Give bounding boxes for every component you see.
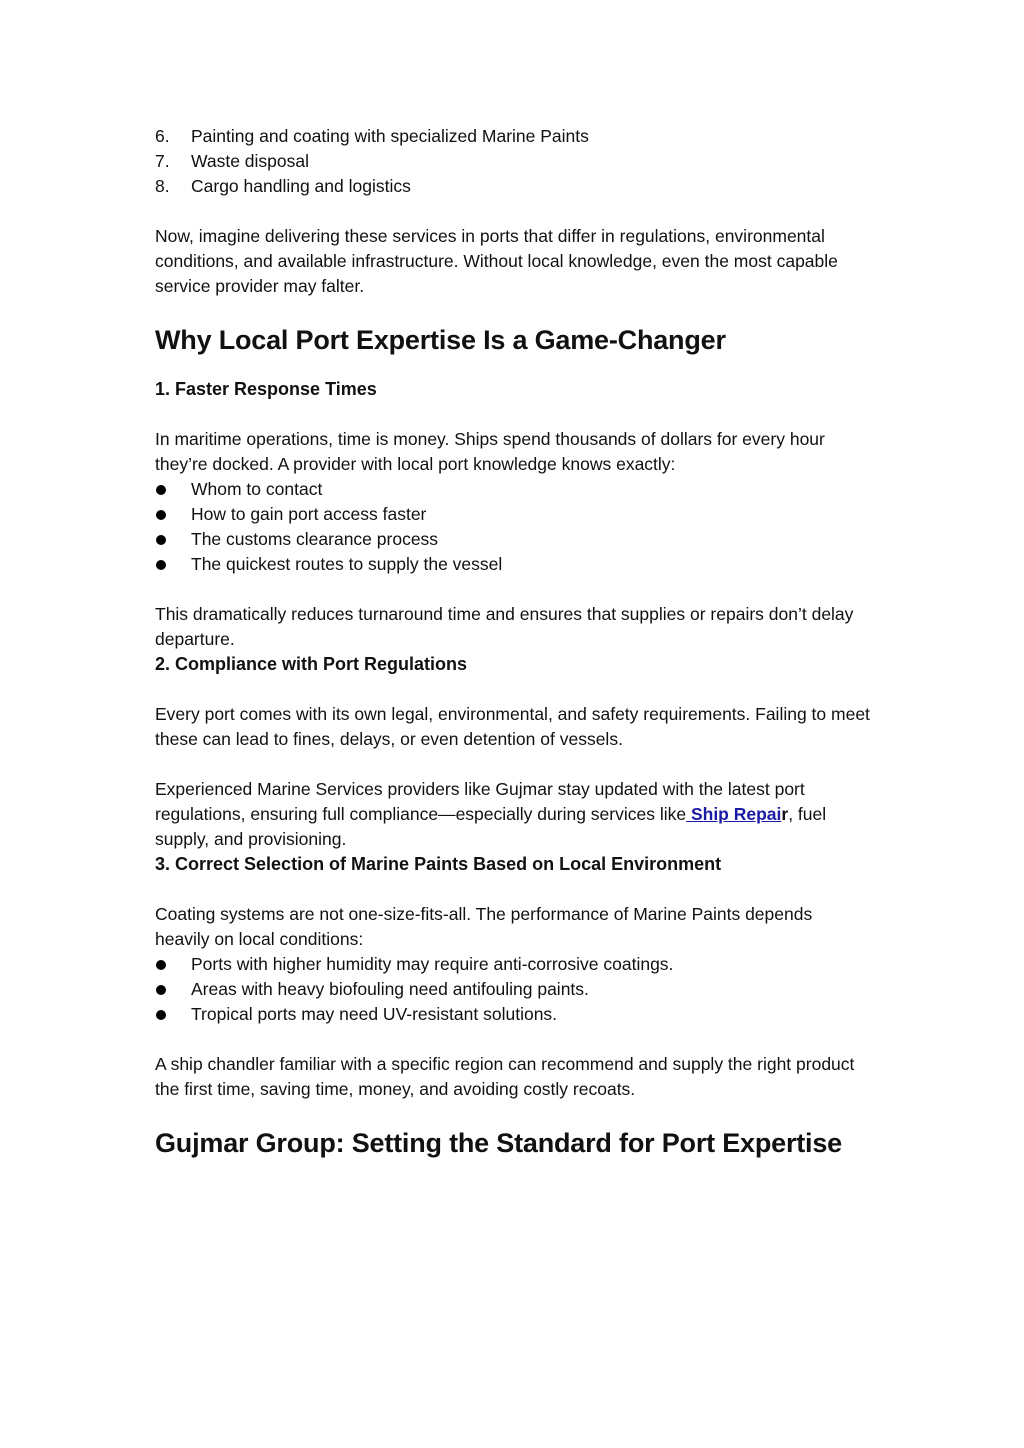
heading-gujmar-group: Gujmar Group: Setting the Standard for Port Expertise <box>155 1128 842 1158</box>
heading-why-local-expertise: Why Local Port Expertise Is a Game-Changer <box>155 325 726 355</box>
section-2-title: 2. Compliance with Port Regulations <box>155 654 468 674</box>
list-item: 8. Cargo handling and logistics <box>155 176 411 196</box>
section-1-paragraph: In maritime operations, time is money. Ships spend thousands of dollars for every hour they’re docked. A provider with local port knowledge knows exactly: <box>155 429 825 474</box>
section-1-closing: This dramatically reduces turnaround time and ensures that supplies or repairs don’t delay departure. <box>155 604 854 649</box>
list-item: The customs clearance process <box>155 527 870 552</box>
section-2-paragraph-2: Experienced Marine Services providers like Gujmar stay updated with the latest port regulations, ensuring full compliance—especially during services like Ship Repair, fuel supply, and provisioning. <box>155 779 827 849</box>
bullet-icon <box>156 560 166 570</box>
list-item: How to gain port access faster <box>155 502 870 527</box>
bullet-icon <box>156 1010 166 1020</box>
document-page <box>155 124 870 1160</box>
ship-repair-link[interactable]: Ship Repai <box>686 804 782 824</box>
list-item: 7. Waste disposal <box>155 151 310 171</box>
list-item: Ports with higher humidity may require anti-corrosive coatings. <box>155 952 870 977</box>
bullet-icon <box>156 485 166 495</box>
list-item: Tropical ports may need UV-resistant solutions. <box>155 1002 870 1027</box>
intro-paragraph: Now, imagine delivering these services in ports that differ in regulations, environmental conditions, and available infrastructure. Without local knowledge, even the most capable service provider may falter. <box>155 226 838 296</box>
section-1-bullets <box>155 477 870 577</box>
services-list <box>155 124 870 199</box>
section-3-closing: A ship chandler familiar with a specific region can recommend and supply the right product the first time, saving time, money, and avoiding costly recoats. <box>155 1054 855 1099</box>
bullet-icon <box>156 985 166 995</box>
list-item: Areas with heavy biofouling need antifouling paints. <box>155 977 870 1002</box>
list-item: The quickest routes to supply the vessel <box>155 552 870 577</box>
section-3-bullets <box>155 952 870 1027</box>
section-1-title: 1. Faster Response Times <box>155 379 377 399</box>
bullet-icon <box>156 535 166 545</box>
list-item: Whom to contact <box>155 477 870 502</box>
bullet-icon <box>156 510 166 520</box>
section-2-paragraph-1: Every port comes with its own legal, environmental, and safety requirements. Failing to meet these can lead to fines, delays, or even detention of vessels. <box>155 704 870 749</box>
bullet-icon <box>156 960 166 970</box>
section-3-paragraph: Coating systems are not one-size-fits-all. The performance of Marine Paints depends heavily on local conditions: <box>155 904 813 949</box>
list-item: 6. Painting and coating with specialized Marine Paints <box>155 126 589 146</box>
section-3-title: 3. Correct Selection of Marine Paints Based on Local Environment <box>155 854 722 874</box>
